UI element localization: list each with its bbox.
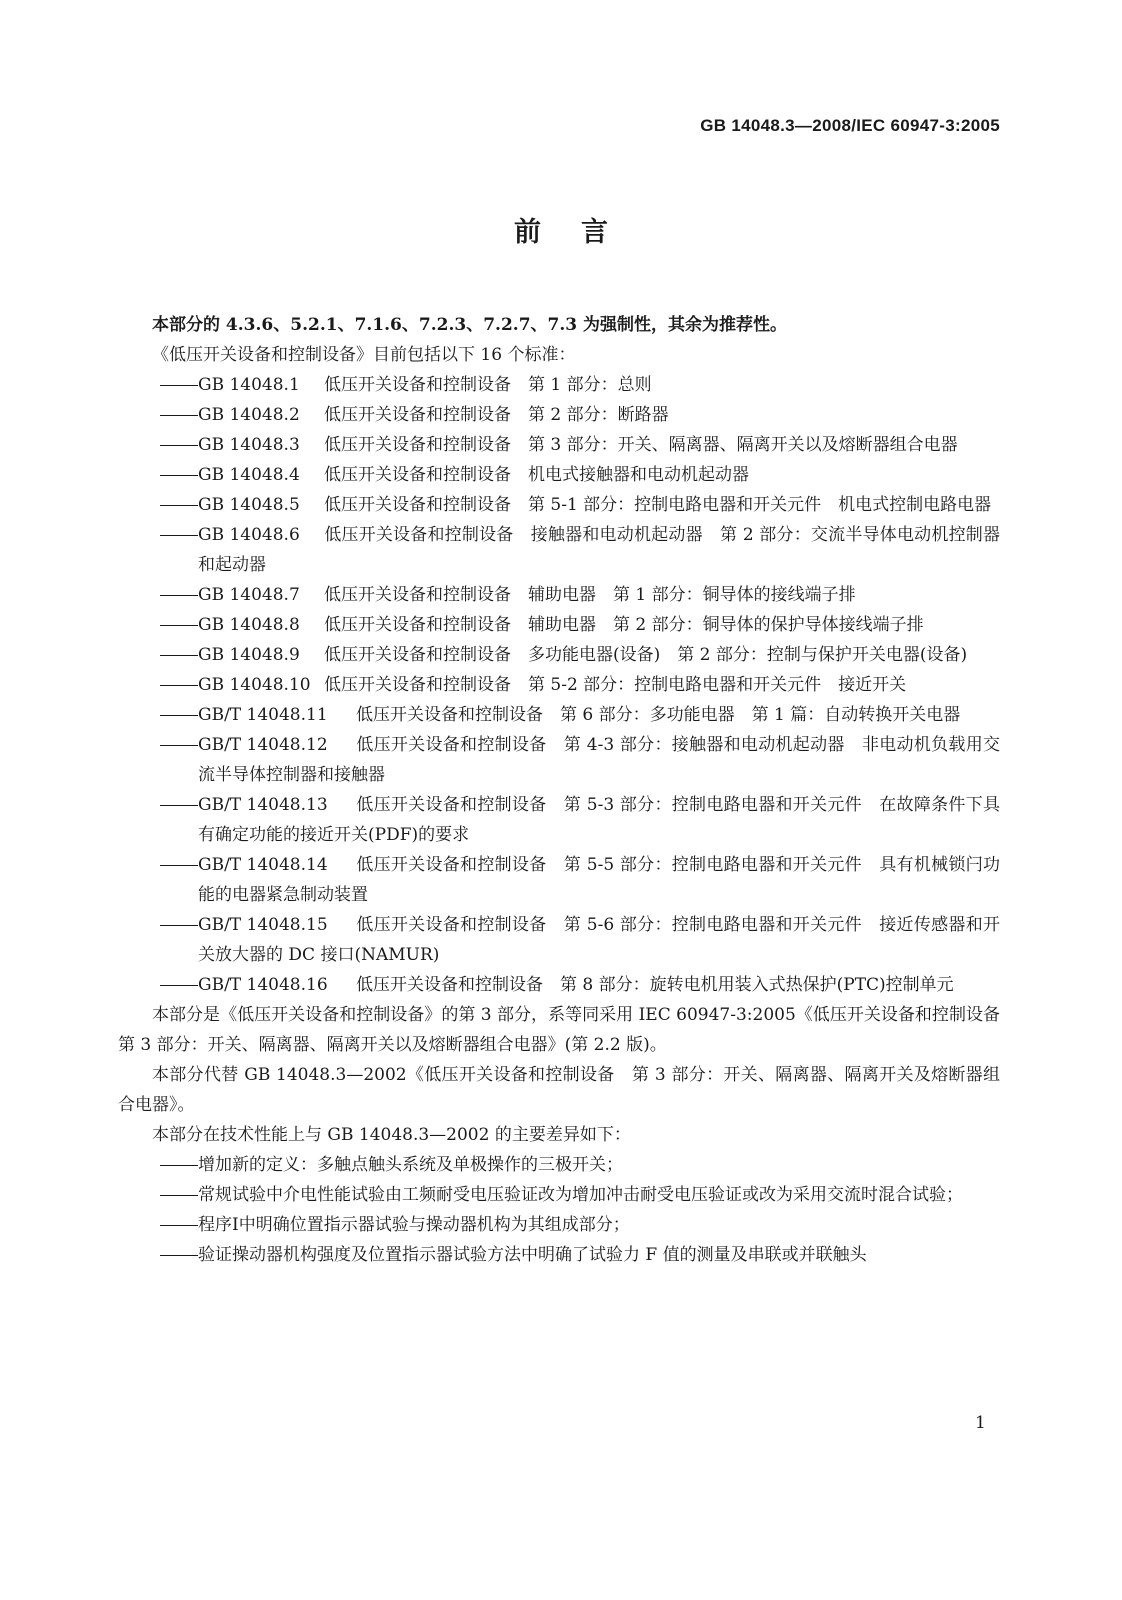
- standard-code: GB 14048.6: [198, 525, 300, 545]
- page-title: 前言: [514, 217, 648, 248]
- differences-intro: 本部分在技术性能上与 GB 14048.3—2002 的主要差异如下：: [152, 1125, 631, 1145]
- series-intro: 《低压开关设备和控制设备》目前包括以下 16 个标准：: [152, 345, 576, 365]
- list-item: [118, 520, 1000, 580]
- standard-title: 低压开关设备和控制设备 第 8 部分：旋转电机用装入式热保护(PTC)控制单元: [356, 975, 954, 995]
- differences-list: [118, 1150, 1000, 1270]
- list-item: [118, 1210, 1000, 1240]
- standard-code: GB 14048.8: [198, 615, 300, 635]
- list-item: [118, 580, 1000, 610]
- page-number: 1: [975, 1413, 986, 1433]
- list-item: [118, 910, 1000, 970]
- standard-code: GB 14048.4: [198, 465, 300, 485]
- standard-title: 低压开关设备和控制设备 第 5-6 部分：控制电路电器和开关元件 接近传感器和开关放大器的 DC 接口(NAMUR): [198, 915, 1000, 965]
- standard-title: 低压开关设备和控制设备 多功能电器(设备) 第 2 部分：控制与保护开关电器(设备): [324, 645, 968, 665]
- replaces-paragraph: 本部分代替 GB 14048.3—2002《低压开关设备和控制设备 第 3 部分：开关、隔离器、隔离开关及熔断器组合电器》。: [118, 1065, 1000, 1115]
- list-item: [118, 1150, 1000, 1180]
- standard-code: GB 14048.2: [198, 405, 300, 425]
- list-item: [118, 670, 1000, 700]
- standard-code: GB 14048.5: [198, 495, 300, 515]
- standard-title: 低压开关设备和控制设备 第 5-2 部分：控制电路电器和开关元件 接近开关: [324, 675, 907, 695]
- standard-code: GB 14048.3: [198, 435, 300, 455]
- list-item: [118, 970, 1000, 1000]
- standard-code: GB 14048.9: [198, 645, 300, 665]
- list-item: [118, 850, 1000, 910]
- list-item: [118, 1180, 1000, 1210]
- standard-title: 低压开关设备和控制设备 辅助电器 第 2 部分：铜导体的保护导体接线端子排: [324, 615, 924, 635]
- standard-title: 低压开关设备和控制设备 第 2 部分：断路器: [324, 405, 669, 425]
- list-item: [118, 430, 1000, 460]
- difference-text: 验证操动器机构强度及位置指示器试验方法中明确了试验力 F 值的测量及串联或并联触头: [198, 1245, 867, 1265]
- list-item: [118, 370, 1000, 400]
- difference-text: 程序Ⅰ中明确位置指示器试验与操动器机构为其组成部分；: [198, 1215, 630, 1235]
- standard-title: 低压开关设备和控制设备 辅助电器 第 1 部分：铜导体的接线端子排: [324, 585, 856, 605]
- list-item: [118, 730, 1000, 790]
- difference-text: 增加新的定义：多触点触头系统及单极操作的三极开关；: [198, 1155, 623, 1175]
- mandatory-clause-note: 本部分的 4.3.6、5.2.1、7.1.6、7.2.3、7.2.7、7.3 为强制性，其余为推荐性。: [152, 315, 788, 335]
- list-item: [118, 400, 1000, 430]
- list-item: [118, 790, 1000, 850]
- standard-code: GB 14048.10: [198, 675, 311, 695]
- standard-title: 低压开关设备和控制设备 第 4-3 部分：接触器和电动机起动器 非电动机负载用交流半导体控制器和接触器: [198, 735, 1000, 785]
- standard-code: GB/T 14048.14: [198, 855, 328, 875]
- standard-title: 低压开关设备和控制设备 接触器和电动机起动器 第 2 部分：交流半导体电动机控制器和起动器: [198, 525, 1000, 575]
- standard-title: 低压开关设备和控制设备 第 5-5 部分：控制电路电器和开关元件 具有机械锁闩功能的电器紧急制动装置: [198, 855, 1000, 905]
- standard-code: GB/T 14048.12: [198, 735, 328, 755]
- standard-code: GB/T 14048.11: [198, 705, 328, 725]
- standard-title: 低压开关设备和控制设备 第 1 部分：总则: [324, 375, 652, 395]
- standard-title: 低压开关设备和控制设备 第 6 部分：多功能电器 第 1 篇：自动转换开关电器: [356, 705, 961, 725]
- standard-code: GB/T 14048.13: [198, 795, 328, 815]
- standard-title: 低压开关设备和控制设备 第 5-3 部分：控制电路电器和开关元件 在故障条件下具有确定功能的接近开关(PDF)的要求: [198, 795, 1000, 845]
- standard-title: 低压开关设备和控制设备 第 5-1 部分：控制电路电器和开关元件 机电式控制电路电器: [324, 495, 992, 515]
- list-item: [118, 610, 1000, 640]
- standard-code: GB/T 14048.16: [198, 975, 328, 995]
- list-item: [118, 700, 1000, 730]
- adoption-paragraph: 本部分是《低压开关设备和控制设备》的第 3 部分，系等同采用 IEC 60947-3:2005《低压开关设备和控制设备 第 3 部分：开关、隔离器、隔离开关以及熔断器组合电器》(第 2.2 版)。: [118, 1005, 1017, 1055]
- standard-number-header: GB 14048.3—2008/IEC 60947-3:2005: [700, 116, 1000, 135]
- list-item: [118, 490, 1000, 520]
- standards-list: [118, 370, 1000, 1000]
- standard-title: 低压开关设备和控制设备 机电式接触器和电动机起动器: [324, 465, 749, 485]
- standard-title: 低压开关设备和控制设备 第 3 部分：开关、隔离器、隔离开关以及熔断器组合电器: [324, 435, 958, 455]
- document-body: [118, 310, 1017, 1270]
- standard-code: GB 14048.1: [198, 375, 300, 395]
- difference-text: 常规试验中介电性能试验由工频耐受电压验证改为增加冲击耐受电压验证或改为采用交流时混合试验；: [198, 1185, 963, 1205]
- standard-code: GB 14048.7: [198, 585, 300, 605]
- list-item: [118, 640, 1000, 670]
- list-item: [118, 1240, 1000, 1270]
- standard-code: GB/T 14048.15: [198, 915, 328, 935]
- list-item: [118, 460, 1000, 490]
